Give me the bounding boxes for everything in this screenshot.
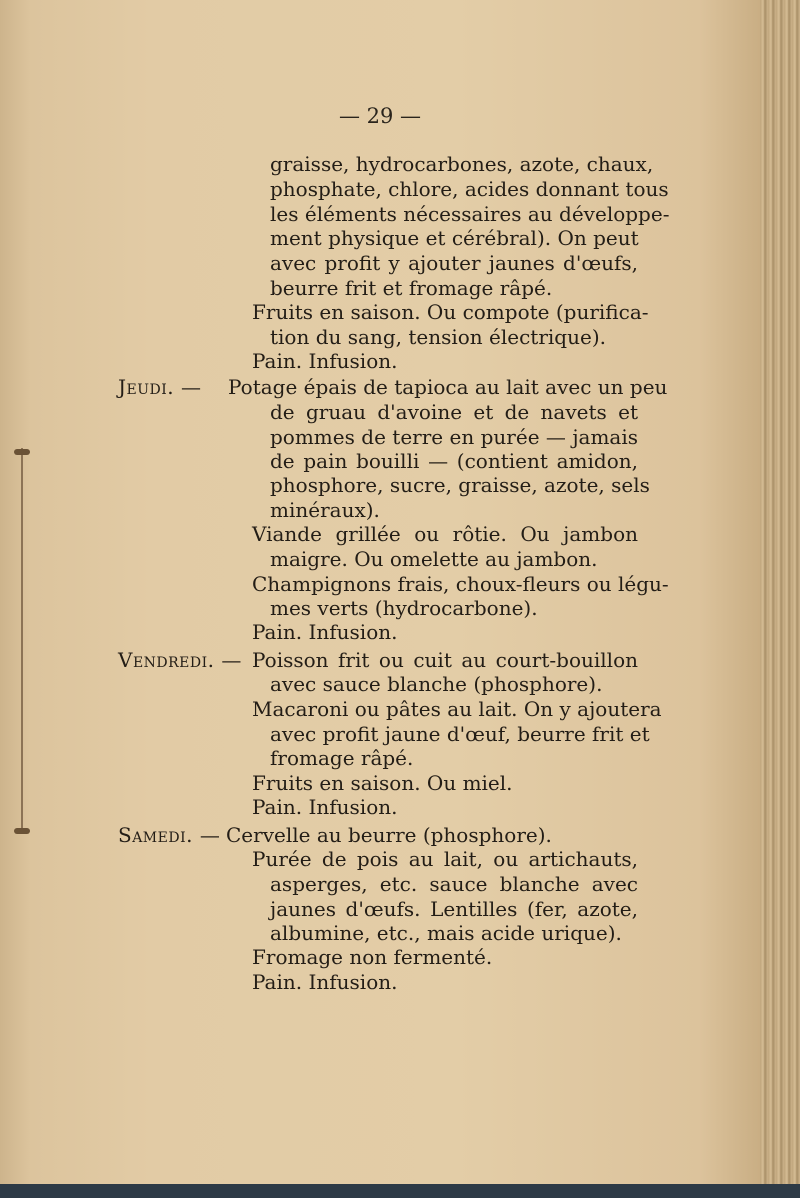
text-line: beurre frit et fromage râpé. xyxy=(270,276,553,300)
page-number: — 29 — xyxy=(338,104,422,128)
page-edge xyxy=(760,0,800,1198)
text-line: Pain. Infusion. xyxy=(252,620,398,644)
text-line: avec sauce blanche (phosphore). xyxy=(270,672,603,696)
text-line: Poisson frit ou cuit au court-bouillon xyxy=(252,648,638,672)
text-line: Pain. Infusion. xyxy=(252,795,398,819)
text-line: Fruits en saison. Ou compote (purifica- xyxy=(252,300,649,324)
text-line: Potage épais de tapioca au lait avec un peu xyxy=(228,375,668,399)
text-line: Fruits en saison. Ou miel. xyxy=(252,771,513,795)
text-line: avec profit jaune d'œuf, beurre frit et xyxy=(270,722,650,746)
text-line: jaunes d'œufs. Lentilles (fer, azote, xyxy=(270,897,638,921)
text-line: Pain. Infusion. xyxy=(252,970,398,994)
text-line: ment physique et cérébral). On peut xyxy=(270,226,639,250)
text-line: Cervelle au beurre (phosphore). xyxy=(226,823,552,847)
text-line: Purée de pois au lait, ou artichauts, xyxy=(252,847,638,871)
text-line: asperges, etc. sauce blanche avec xyxy=(270,872,638,896)
text-line: graisse, hydrocarbones, azote, chaux, xyxy=(270,152,654,176)
text-line: Fromage non fermenté. xyxy=(252,945,493,969)
text-line: albumine, etc., mais acide urique). xyxy=(270,921,622,945)
text-line: avec profit y ajouter jaunes d'œufs, xyxy=(270,251,638,275)
day-label-jeudi: Jeudi. — xyxy=(118,375,202,399)
text-line: phosphate, chlore, acides donnant tous xyxy=(270,177,669,201)
binding-thread xyxy=(21,448,23,833)
text-line: tion du sang, tension électrique). xyxy=(270,325,606,349)
text-line: les éléments nécessaires au développe- xyxy=(270,202,670,226)
binding-stitch xyxy=(14,828,30,834)
text-line: phosphore, sucre, graisse, azote, sels xyxy=(270,473,650,497)
text-line: de pain bouilli — (contient amidon, xyxy=(270,449,638,473)
binding-stitch xyxy=(14,449,30,455)
text-line: pommes de terre en purée — jamais xyxy=(270,425,638,449)
day-label-samedi: Samedi. — xyxy=(118,823,221,847)
text-line: Viande grillée ou rôtie. Ou jambon xyxy=(252,522,638,546)
bottom-edge xyxy=(0,1184,800,1198)
text-line: minéraux). xyxy=(270,498,380,522)
text-line: Macaroni ou pâtes au lait. On y ajoutera xyxy=(252,697,662,721)
text-line: de gruau d'avoine et de navets et xyxy=(270,400,638,424)
text-line: Champignons frais, choux-fleurs ou légu- xyxy=(252,572,669,596)
text-line: mes verts (hydrocarbone). xyxy=(270,596,538,620)
text-line: Pain. Infusion. xyxy=(252,349,398,373)
day-label-vendredi: Vendredi. — xyxy=(118,648,242,672)
text-line: maigre. Ou omelette au jambon. xyxy=(270,547,598,571)
text-line: fromage râpé. xyxy=(270,746,414,770)
